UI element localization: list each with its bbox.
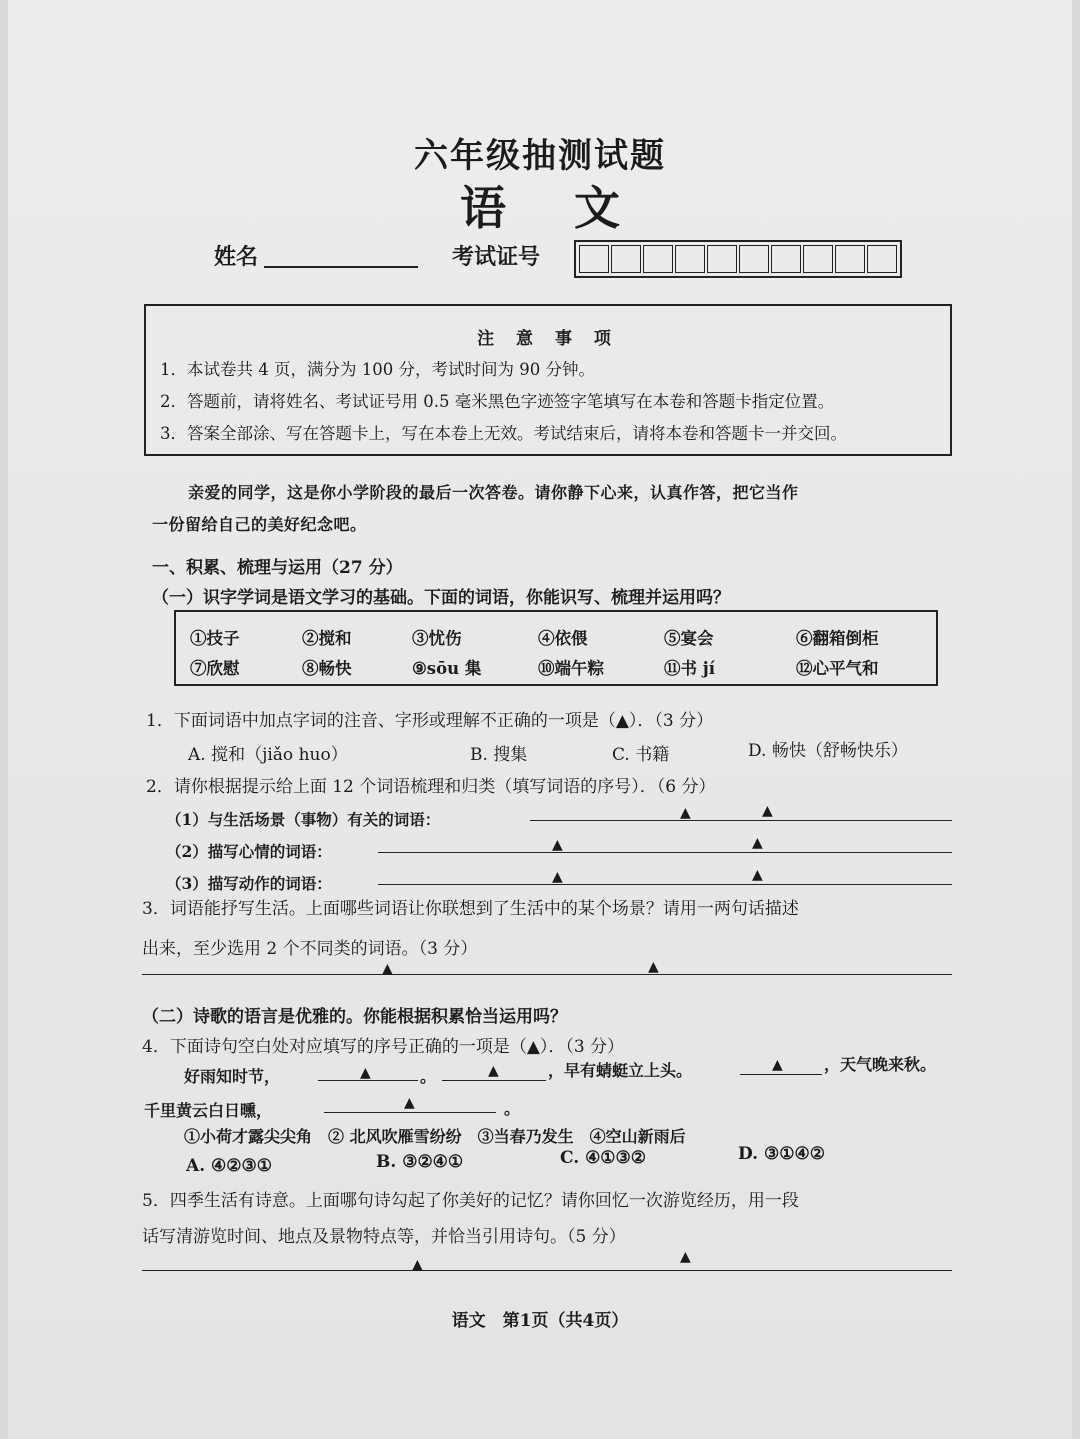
blank-marker: ▲ [382, 961, 393, 977]
exam-id-cell[interactable] [579, 245, 609, 273]
word-item: ⑦欣慰 [190, 659, 240, 678]
blank-marker: ▲ [762, 803, 773, 819]
exam-id-cell[interactable] [771, 245, 801, 273]
blank-marker: ▲ [552, 869, 563, 885]
blank-marker: ▲ [752, 867, 763, 883]
intro-line-2: 一份留给自己的美好纪念吧。 [152, 515, 367, 534]
exam-id-cell[interactable] [867, 245, 897, 273]
name-field[interactable] [264, 266, 418, 268]
question-3-line-1: 3．词语能抒写生活。上面哪些词语让你联想到了生活中的某个场景？请用一两句话描述 [142, 899, 799, 919]
intro-line-1: 亲爱的同学，这是你小学阶段的最后一次答卷。请你静下心来，认真作答，把它当作 [188, 483, 799, 502]
word-item: ⑧畅快 [302, 659, 352, 678]
exam-id-cell[interactable] [675, 245, 705, 273]
q4-choices: ①小荷才露尖尖角 ② 北风吹雁雪纷纷 ③当春乃发生 ④空山新雨后 [184, 1127, 686, 1146]
exam-id-cell[interactable] [835, 245, 865, 273]
notice-box [144, 304, 952, 456]
exam-title: 六年级抽测试题 [414, 136, 666, 176]
q1-option-a: A. 搅和（jiǎo huo） [188, 745, 348, 765]
word-item: ⑩端午粽 [538, 659, 604, 678]
q2-part-3: （3）描写动作的词语： [166, 874, 332, 893]
subsection-1-heading: （一）识字学词是语文学习的基础。下面的词语，你能识写、梳理并运用吗？ [152, 588, 730, 608]
word-item: ①技子 [190, 629, 240, 648]
question-1: 1．下面词语中加点字词的注音、字形或理解不正确的一项是（▲）．（3 分） [146, 711, 714, 731]
q2-part-2-answer-line[interactable] [378, 852, 952, 853]
blank-marker: ▲ [360, 1065, 371, 1081]
q2-part-1-answer-line[interactable] [530, 820, 952, 821]
blank-marker: ▲ [488, 1063, 499, 1079]
blank-marker: ▲ [648, 959, 659, 975]
blank-marker: ▲ [412, 1257, 423, 1273]
question-2: 2．请你根据提示给上面 12 个词语梳理和归类（填写词语的序号）．（6 分） [146, 777, 716, 797]
notice-item: 2．答题前，请将姓名、考试证号用 0.5 毫米黑色字迹签字笔填写在本卷和答题卡指定位置。 [160, 392, 835, 411]
exam-id-label: 考试证号 [452, 244, 541, 270]
q4-poem-2-b: 。 [504, 1099, 521, 1118]
blank-marker: ▲ [680, 1249, 691, 1265]
word-item: ⑥翻箱倒柜 [796, 629, 879, 648]
exam-id-cell[interactable] [803, 245, 833, 273]
q4-blank-4[interactable] [324, 1112, 496, 1113]
word-list-box [174, 610, 938, 686]
q4-poem-1-b: 。 [420, 1067, 437, 1086]
exam-id-boxes[interactable] [574, 240, 902, 278]
word-item: ⑪书 jí [664, 659, 715, 678]
word-item: ⑤宴会 [664, 629, 714, 648]
question-4: 4．下面诗句空白处对应填写的序号正确的一项是（▲）．（3 分） [142, 1037, 625, 1057]
name-label: 姓名 [214, 244, 259, 270]
notice-item: 1．本试卷共 4 页，满分为 100 分，考试时间为 90 分钟。 [160, 360, 595, 379]
q3-answer-line[interactable] [142, 974, 952, 975]
blank-marker: ▲ [772, 1057, 783, 1073]
q2-part-3-answer-line[interactable] [378, 884, 952, 885]
q2-part-2: （2）描写心情的词语： [166, 842, 332, 861]
section-1-heading: 一、积累、梳理与运用（27 分） [152, 558, 403, 578]
q4-option-d: D. ③①④② [738, 1144, 825, 1164]
blank-marker: ▲ [680, 805, 691, 821]
q1-option-c: C. 书籍 [612, 745, 670, 765]
q4-option-c: C. ④①③② [560, 1148, 647, 1168]
exam-id-cell[interactable] [707, 245, 737, 273]
question-5-line-1: 5．四季生活有诗意。上面哪句诗勾起了你美好的记忆？请你回忆一次游览经历，用一段 [142, 1191, 799, 1211]
exam-id-cell[interactable] [643, 245, 673, 273]
blank-marker: ▲ [552, 837, 563, 853]
q4-poem-1-a: 好雨知时节， [184, 1067, 281, 1086]
exam-id-cell[interactable] [611, 245, 641, 273]
q4-option-b: B. ③②④① [376, 1152, 464, 1172]
word-item: ③忧伤 [412, 629, 462, 648]
q4-blank-2[interactable] [442, 1080, 546, 1081]
page-footer: 语文 第1页（共4页） [451, 1311, 629, 1331]
q2-part-1: （1）与生活场景（事物）有关的词语： [166, 810, 441, 829]
exam-subject: 语 文 [459, 181, 646, 235]
question-3-line-2: 出来，至少选用 2 个不同类的词语。（3 分） [142, 939, 478, 959]
q4-poem-1-c: ，早有蜻蜓立上头。 [548, 1061, 693, 1080]
q5-answer-line[interactable] [142, 1270, 952, 1271]
q4-blank-3[interactable] [740, 1074, 822, 1075]
notice-title: 注 意 事 项 [477, 329, 619, 349]
q4-poem-1-d: ，天气晚来秋。 [824, 1055, 937, 1074]
question-5-line-2: 话写清游览时间、地点及景物特点等，并恰当引用诗句。（5 分） [142, 1227, 626, 1247]
blank-marker: ▲ [752, 835, 763, 851]
q1-option-b: B. 搜集 [470, 745, 528, 765]
notice-item: 3．答案全部涂、写在答题卡上，写在本卷上无效。考试结束后，请将本卷和答题卡一并交回。 [160, 424, 847, 443]
exam-paper [8, 0, 1072, 1439]
word-item: ②搅和 [302, 629, 352, 648]
word-item: ⑫心平气和 [796, 659, 879, 678]
blank-marker: ▲ [404, 1095, 415, 1111]
q4-poem-2-a: 千里黄云白日曛， [144, 1101, 273, 1120]
subsection-2-heading: （二）诗歌的语言是优雅的。你能根据积累恰当运用吗？ [142, 1007, 567, 1027]
word-item: ④依偎 [538, 629, 588, 648]
q1-option-d: D. 畅快（舒畅快乐） [748, 741, 908, 761]
q4-option-a: A. ④②③① [186, 1156, 272, 1176]
exam-id-cell[interactable] [739, 245, 769, 273]
word-item: ⑨sōu 集 [412, 659, 482, 678]
